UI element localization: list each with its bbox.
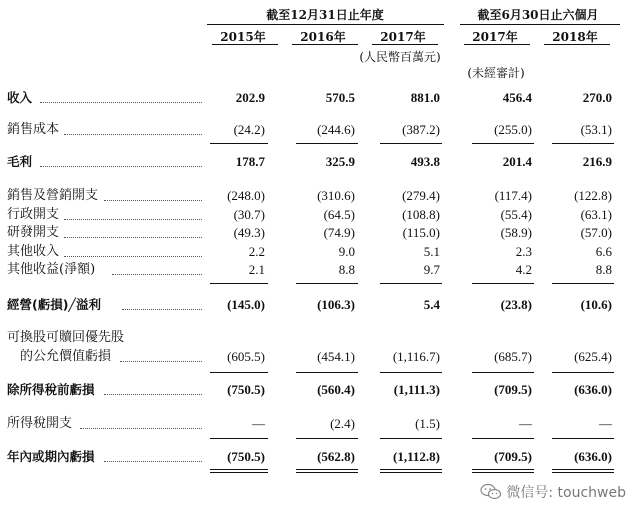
value-2017-h1: (709.5) (494, 449, 532, 464)
table-row (0, 187, 634, 205)
value-2018-h1: 216.9 (582, 154, 612, 169)
value-2017: (1.5) (415, 416, 440, 431)
dotted-leader (80, 428, 202, 429)
value-2018-h1: (625.4) (574, 349, 612, 364)
value-2017-h1: (58.9) (500, 225, 532, 240)
dotted-leader (64, 219, 202, 220)
value-2017-h1: (255.0) (494, 122, 532, 137)
row-label: 毛利 (7, 154, 33, 169)
total-double-rule (552, 469, 614, 473)
value-2016: 325.9 (325, 154, 355, 169)
subtotal-rule (472, 143, 534, 144)
row-label: 經營(虧損)╱溢利 (7, 297, 101, 312)
row-label: 年內或期內虧損 (7, 449, 95, 464)
table-row (0, 153, 634, 171)
total-double-rule (210, 469, 268, 473)
subtotal-rule (472, 438, 534, 439)
row-label: 銷售成本 (7, 122, 60, 137)
header-rule-full-year (207, 24, 444, 25)
value-2017: (387.2) (402, 122, 440, 137)
table-row (0, 243, 634, 261)
value-2017: 881.0 (410, 90, 440, 105)
value-2017-h1: (23.8) (500, 297, 532, 312)
value-2015: 2.2 (248, 244, 265, 259)
dotted-leader (40, 166, 202, 167)
subtotal-rule (472, 372, 534, 373)
value-2016: 9.0 (338, 244, 355, 259)
value-2017: (115.0) (402, 225, 440, 240)
row-label-line2: 的公允價值虧損 (20, 349, 112, 364)
subtotal-rule (380, 143, 442, 144)
value-2017-h1: — (519, 416, 532, 431)
subtotal-rule (380, 283, 442, 284)
value-2018-h1: 270.0 (582, 90, 612, 105)
watermark-text: 微信号: touchweb (506, 485, 626, 501)
subtotal-rule (296, 143, 358, 144)
value-2017-h1: (55.4) (500, 207, 532, 222)
value-2015: (145.0) (227, 297, 265, 312)
subtotal-rule (472, 283, 534, 284)
dotted-leader (64, 256, 202, 257)
subtotal-rule (210, 438, 268, 439)
header-year-2017-h1: 2017年 (472, 30, 518, 44)
table-row (0, 348, 634, 366)
value-2017: (1,112.8) (393, 449, 440, 464)
value-2017: (279.4) (402, 188, 440, 203)
value-2018-h1: (53.1) (580, 122, 612, 137)
value-2016: (106.3) (317, 297, 355, 312)
header-year-2017: 2017年 (380, 30, 426, 44)
value-2017-h1: 201.4 (502, 154, 532, 169)
value-2017-h1: (117.4) (494, 188, 532, 203)
row-label: 銷售及營銷開支 (7, 188, 99, 203)
value-2015: (24.2) (233, 122, 265, 137)
header-year-rule-2017 (372, 44, 438, 45)
value-2017-h1: (709.5) (494, 382, 532, 397)
value-2017: 493.8 (410, 154, 440, 169)
value-2018-h1: (636.0) (574, 449, 612, 464)
table-row (0, 415, 634, 433)
header-year-rule-2017-h1 (464, 44, 530, 45)
table-row (0, 296, 634, 314)
table-row (0, 381, 634, 399)
wechat-icon (480, 483, 502, 501)
value-2018-h1: (63.1) (580, 207, 612, 222)
row-label: 研發開支 (7, 225, 60, 240)
row-label: 除所得稅前虧損 (7, 382, 95, 397)
subtotal-rule (552, 143, 614, 144)
value-2017-h1: 2.3 (515, 244, 532, 259)
value-2018-h1: — (599, 416, 612, 431)
value-2016: (310.6) (317, 188, 355, 203)
header-year-2018-h1: 2018年 (552, 30, 598, 44)
value-2016: (244.6) (317, 122, 355, 137)
value-2015: (49.3) (233, 225, 265, 240)
row-label: 其他收入 (7, 244, 60, 259)
dotted-leader (40, 102, 202, 103)
value-2017-h1: 4.2 (515, 262, 532, 277)
total-double-rule (380, 469, 442, 473)
value-2016: 570.5 (325, 90, 355, 105)
value-2018-h1: (57.0) (580, 225, 612, 240)
header-group-six-months: 截至6月30日止六個月 (477, 8, 599, 22)
header-year-rule-2018-h1 (544, 44, 610, 45)
value-2017: (1,111.3) (393, 382, 440, 397)
table-row (0, 261, 634, 279)
subtotal-rule (380, 438, 442, 439)
subtotal-rule (210, 143, 268, 144)
value-2015: (605.5) (227, 349, 265, 364)
subtotal-rule (552, 438, 614, 439)
subtotal-rule (296, 438, 358, 439)
header-year-2015: 2015年 (220, 30, 266, 44)
value-2018-h1: (122.8) (574, 188, 612, 203)
table-row (0, 121, 634, 139)
table-row (0, 206, 634, 224)
value-2017-h1: (685.7) (494, 349, 532, 364)
dotted-leader (64, 134, 202, 135)
row-label-line1: 可換股可贖回優先股 (7, 330, 125, 345)
row-label: 收入 (7, 90, 33, 105)
value-2016: (562.8) (317, 449, 355, 464)
value-2016: (64.5) (323, 207, 355, 222)
subtotal-rule (296, 283, 358, 284)
header-year-2016: 2016年 (300, 30, 346, 44)
value-2016: (454.1) (317, 349, 355, 364)
subtotal-rule (296, 372, 358, 373)
value-2015: (750.5) (227, 382, 265, 397)
row-label: 其他收益(淨額) (7, 262, 96, 277)
value-2015: (750.5) (227, 449, 265, 464)
unaudited-note: (未經審計) (467, 66, 525, 80)
total-double-rule (296, 469, 358, 473)
total-double-rule (472, 469, 534, 473)
value-2016: (2.4) (330, 416, 355, 431)
value-2018-h1: (10.6) (580, 297, 612, 312)
value-2018-h1: (636.0) (574, 382, 612, 397)
value-2016: 8.8 (338, 262, 355, 277)
header-year-rule-2015 (212, 44, 278, 45)
watermark (480, 482, 626, 502)
value-2016: (74.9) (323, 225, 355, 240)
value-2017: (1,116.7) (392, 349, 440, 364)
value-2018-h1: 8.8 (595, 262, 612, 277)
value-2015: (30.7) (233, 207, 265, 222)
value-2017: 5.4 (423, 297, 440, 312)
subtotal-rule (210, 283, 268, 284)
dotted-leader (64, 237, 202, 238)
value-2018-h1: 6.6 (595, 244, 612, 259)
header-rule-six-months (460, 24, 620, 25)
table-row (0, 448, 634, 466)
value-2015: — (252, 416, 265, 431)
value-2015: 2.1 (248, 262, 265, 277)
unit-note: (人民幣百萬元) (359, 50, 441, 64)
value-2016: (560.4) (317, 382, 355, 397)
subtotal-rule (380, 372, 442, 373)
value-2015: 178.7 (235, 154, 265, 169)
value-2017: 5.1 (423, 244, 440, 259)
value-2017-h1: 456.4 (502, 90, 532, 105)
table-row (0, 89, 634, 107)
subtotal-rule (210, 372, 268, 373)
table-row (0, 224, 634, 242)
value-2015: (248.0) (227, 188, 265, 203)
value-2015: 202.9 (235, 90, 265, 105)
subtotal-rule (552, 283, 614, 284)
row-label: 行政開支 (7, 207, 60, 222)
value-2017: (108.8) (402, 207, 440, 222)
value-2017: 9.7 (423, 262, 440, 277)
header-year-rule-2016 (292, 44, 358, 45)
row-label: 所得稅開支 (7, 416, 73, 431)
header-group-full-year: 截至12月31日止年度 (266, 8, 384, 22)
subtotal-rule (552, 372, 614, 373)
